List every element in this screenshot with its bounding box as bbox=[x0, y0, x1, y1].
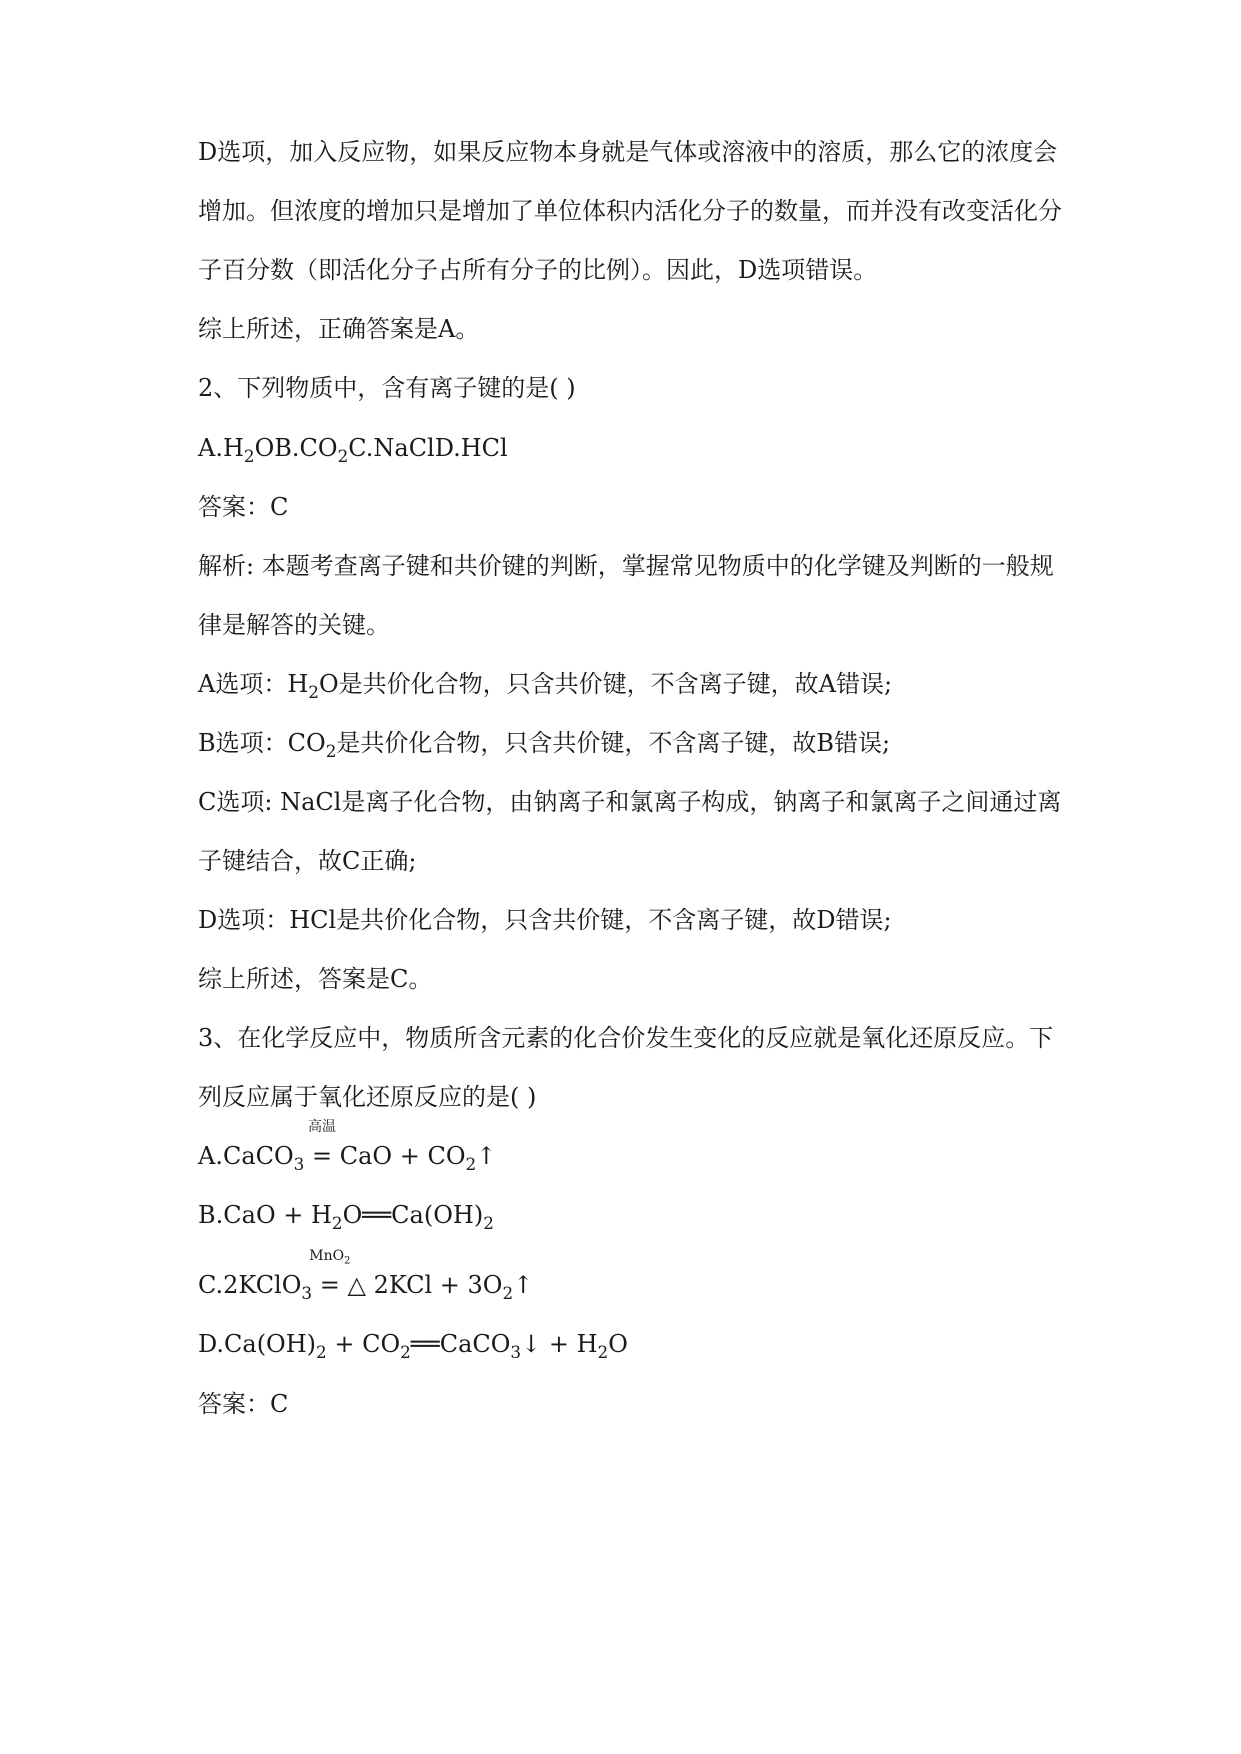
q3-stem-line-2: 列反应属于氧化还原反应的是( ) bbox=[198, 1083, 537, 1111]
reaction-condition-catalyst: MnO$_2$ = bbox=[309, 1248, 351, 1299]
q2-summary: 综上所述，答案是C。 bbox=[198, 965, 433, 993]
q1-summary: 综上所述，正确答案是A。 bbox=[198, 315, 480, 343]
q2-stem: 2、下列物质中，含有离子键的是( ) bbox=[198, 374, 576, 402]
q1-d-option-line-1: D选项，加入反应物，如果反应物本身就是气体或溶液中的溶质，那么它的浓度会 bbox=[198, 138, 1058, 166]
q2-options: $A.H_2OB.CO_2C.NaClD.HCl$ bbox=[198, 434, 508, 466]
q2-analysis-a: A选项：$H_2O$是共价化合物，只含共价键，不含离子键，故A错误; bbox=[198, 670, 893, 702]
q2-answer: 答案：C bbox=[198, 493, 289, 521]
q2-analysis-line-2: 律是解答的关键。 bbox=[198, 611, 390, 639]
q2-analysis-c-line-2: 子键结合，故C正确; bbox=[198, 847, 417, 875]
q1-d-option-line-3: 子百分数（即活化分子占所有分子的比例）。因此，D选项错误。 bbox=[198, 256, 878, 284]
q2-analysis-d: D选项：HCl是共价化合物，只含共价键，不含离子键，故D错误; bbox=[198, 906, 892, 934]
q2-analysis-b: B选项：$CO_2$是共价化合物，只含共价键，不含离子键，故B错误; bbox=[198, 729, 891, 761]
q2-analysis-c-line-1: C选项: NaCl是离子化合物，由钠离子和氯离子构成，钠离子和氯离子之间通过离 bbox=[198, 788, 1062, 816]
q3-answer: 答案：C bbox=[198, 1390, 289, 1418]
q3-option-b: $B.CaO + H_2O══Ca(OH)_2$ bbox=[198, 1201, 494, 1233]
q3-option-a: A.CaCO$_3$ 高温 = CaO + $CO_2↑$ bbox=[198, 1119, 497, 1174]
q3-option-d: $D.Ca(OH)_2$ + $CO_2══CaCO_3↓ + H_2O$ bbox=[198, 1330, 628, 1362]
q1-d-option-line-2: 增加。但浓度的增加只是增加了单位体积内活化分子的数量，而并没有改变活化分 bbox=[198, 197, 1062, 225]
q2-analysis-line-1: 解析: 本题考查离子键和共价键的判断，掌握常见物质中的化学键及判断的一般规 bbox=[198, 552, 1054, 580]
q3-stem-line-1: 3、在化学反应中，物质所含元素的化合价发生变化的反应就是氧化还原反应。下 bbox=[198, 1024, 1054, 1052]
reaction-condition: 高温 = bbox=[308, 1119, 337, 1170]
q3-option-c: C.2KClO$_3$ MnO$_2$ = △ $2KCl + 3O_2↑$ bbox=[198, 1248, 534, 1303]
